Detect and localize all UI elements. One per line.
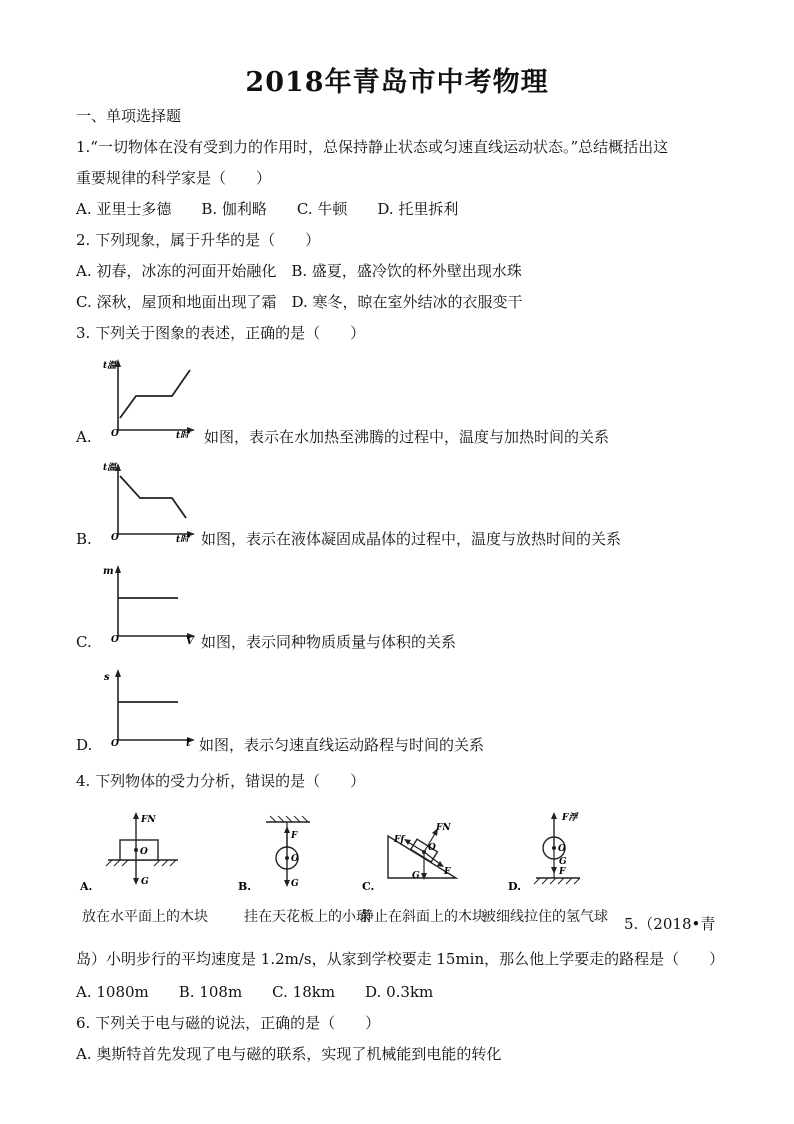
q3-c-text: 如图，表示同种物质质量与体积的关系 [201,633,457,651]
q4c-g: G [412,871,420,881]
q3-d-text: 如图，表示匀速直线运动路程与时间的关系 [199,736,485,754]
q4d-letter: D. [508,880,521,893]
q1-stem-line1: 1.“一切物体在没有受到力的作用时，总保持静止状态或匀速直线运动状态。”总结概括出这 [76,138,669,156]
q3-graph-d [100,666,200,748]
q5-options: A. 1080m B. 108m C. 18km D. 0.3km [76,983,434,1001]
q3-d-letter: D. [76,736,93,754]
q4-diagram-d [506,808,606,894]
q3-b-letter: B. [76,530,92,548]
q3-graph-c [100,562,200,644]
q4b-letter: B. [238,880,252,893]
q4-d-caption: 被细线拉住的氢气球 [482,909,608,925]
q3c-x-label: V [186,636,194,644]
q3-a-letter: A. [76,428,92,446]
q4c-o: O [428,843,436,853]
q4d-o: O [558,844,566,854]
q3c-y-label: m [103,566,114,577]
q4-stem: 4. 下列物体的受力分析，错误的是（ ） [76,772,366,790]
q3-stem: 3. 下列关于图象的表述，正确的是（ ） [76,324,366,342]
q4b-f: F [291,831,298,841]
q4b-o: O [291,854,299,864]
section-heading: 一、单项选择题 [76,107,182,125]
q1-stem-line2: 重要规律的科学家是（ ） [76,169,272,187]
q3d-y-label: s [104,672,110,683]
q4c-letter: C. [362,880,375,893]
q3-b-text: 如图，表示在液体凝固成晶体的过程中，温度与放热时间的关系 [201,530,622,548]
q4c-fn: FN [436,823,451,833]
q5-stem-start: 5.（2018•青 [624,915,716,933]
q6-option-a: A. 奥斯特首先发现了电与磁的联系，实现了机械能到电能的转化 [76,1045,502,1063]
q4d-g: G [559,857,567,867]
q3-a-text: 如图，表示在水加热至沸腾的过程中，温度与加热时间的关系 [204,428,610,446]
q5-stem-line2: 岛）小明步行的平均速度是 1.2m/s，从家到学校要走 15min，那么他上学要走的路程是（ ） [76,950,725,968]
q4a-o: O [140,847,148,857]
q4d-fbuoy: F浮 [562,813,578,823]
q3b-origin: O [111,533,119,542]
q3a-origin: O [111,429,119,438]
q3d-origin: O [111,739,119,748]
q4-a-caption: 放在水平面上的木块 [82,909,208,925]
q1-options: A. 亚里士多德 B. 伽利略 C. 牛顿 D. 托里拆利 [76,200,459,218]
q4a-fn: FN [141,815,156,825]
q4-diagram-c [360,808,470,894]
q3-c-letter: C. [76,633,92,651]
q3b-x-label: t时 [176,535,190,542]
q4-diagram-b [234,808,334,894]
q4-b-caption: 挂在天花板上的小球 [244,909,370,925]
q4-c-caption: 静止在斜面上的木块 [360,909,486,925]
q4-diagram-a [78,808,188,894]
page-title: 2018年青岛市中考物理 [245,67,549,98]
q4a-letter: A. [80,880,93,893]
q4c-f: F [444,867,451,877]
q4d-f: F [559,867,566,877]
q4b-g: G [291,879,299,889]
q3-graph-b [100,460,200,542]
q6-stem: 6. 下列关于电与磁的说法，正确的是（ ） [76,1014,381,1032]
q2-stem: 2. 下列现象，属于升华的是（ ） [76,231,321,249]
q3a-y-label: t温 [103,361,117,371]
q2-options-line2: C. 深秋，屋顶和地面出现了霜 D. 寒冬，晾在室外结冰的衣服变干 [76,293,523,311]
q4a-g: G [141,877,149,887]
q2-options-line1: A. 初春，冰冻的河面开始融化 B. 盛夏，盛冷饮的杯外壁出现水珠 [76,262,522,280]
q3d-x-label: t [186,738,191,748]
q3a-x-label: t时 [176,431,190,438]
q3b-y-label: t温 [103,463,117,473]
q4c-ff: Ff [394,835,405,845]
q3-graph-a [100,356,200,438]
q3c-origin: O [111,635,119,644]
